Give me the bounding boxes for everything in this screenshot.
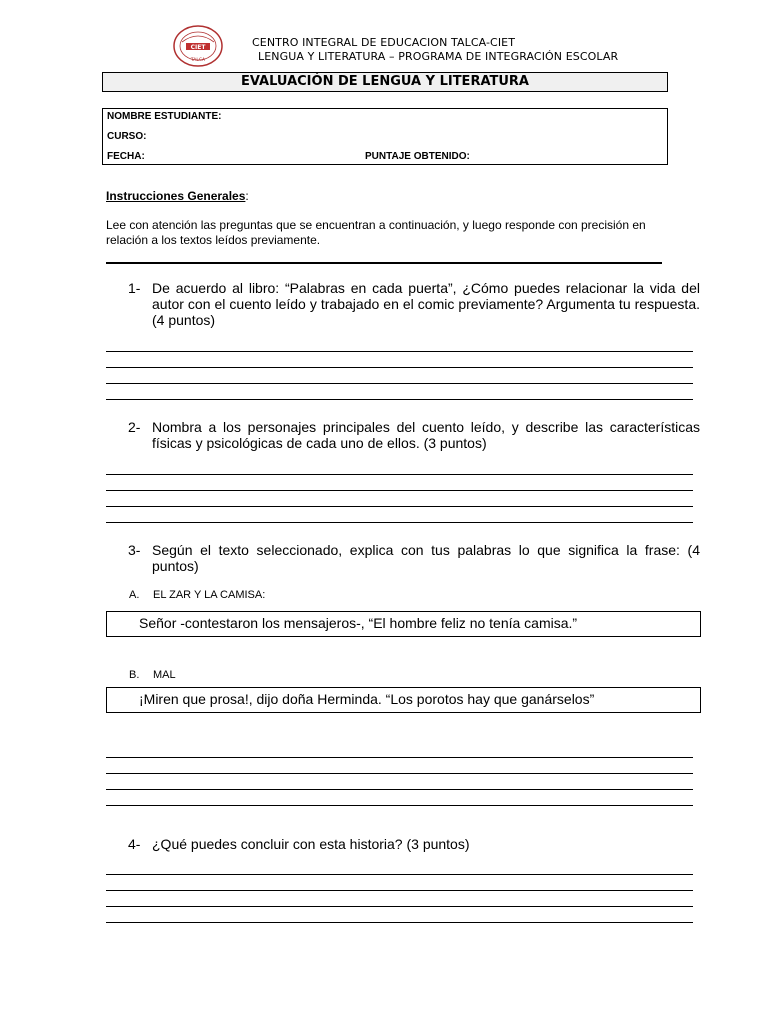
answer-line[interactable]	[106, 522, 693, 523]
answer-line[interactable]	[106, 805, 693, 806]
answer-line[interactable]	[106, 399, 693, 400]
instructions-text: Lee con atención las preguntas que se encuentran a continuación, y luego responde con precisión en relación a los textos leídos previamente.	[106, 218, 646, 247]
answer-line[interactable]	[106, 506, 693, 507]
question-2	[128, 419, 700, 451]
question-text: Según el texto seleccionado, explica con tus palabras lo que significa la frase: (4 puntos)	[152, 542, 700, 574]
quote-box-a: Señor -contestaron los mensajeros-, “El hombre feliz no tenía camisa.”	[106, 611, 701, 637]
answer-line[interactable]	[106, 906, 693, 907]
question-number: 1-	[128, 280, 141, 296]
date-label: FECHA:	[107, 151, 145, 162]
quote-box-b: ¡Miren que prosa!, dijo doña Herminda. “Los porotos hay que ganárselos”	[106, 687, 701, 713]
school-seal-icon	[172, 24, 224, 68]
question-text: De acuerdo al libro: “Palabras en cada puerta”, ¿Cómo puedes relacionar la vida del autor con el cuento leído y trabajado en el comic previamente? Argumenta tu respuesta. (4 puntos)	[152, 280, 700, 328]
answer-line[interactable]	[106, 922, 693, 923]
answer-line[interactable]	[106, 890, 693, 891]
answer-line[interactable]	[106, 383, 693, 384]
question-4	[128, 836, 700, 852]
logo-bottom-text: TALCA	[190, 58, 206, 63]
question-number: 3-	[128, 542, 141, 558]
program-name: LENGUA Y LITERATURA – PROGRAMA DE INTEGRACIÓN ESCOLAR	[258, 50, 619, 63]
question-number: 4-	[128, 836, 141, 852]
question-text: ¿Qué puedes concluir con esta historia? (3 puntos)	[152, 836, 470, 852]
answer-line[interactable]	[106, 351, 693, 352]
answer-line[interactable]	[106, 789, 693, 790]
answer-line[interactable]	[106, 757, 693, 758]
student-name-label: NOMBRE ESTUDIANTE:	[107, 111, 222, 122]
part-b-label: B. MAL	[129, 669, 176, 681]
school-name: CENTRO INTEGRAL DE EDUCACION TALCA-CIET	[252, 36, 516, 49]
answer-line[interactable]	[106, 474, 693, 475]
instructions-heading: Instrucciones Generales:	[106, 189, 249, 203]
question-text: Nombra a los personajes principales del cuento leído, y describe las características físicas y psicológicas de cada uno de ellos. (3 puntos)	[152, 419, 700, 451]
part-a-label: A. EL ZAR Y LA CAMISA:	[129, 589, 266, 601]
course-label: CURSO:	[107, 131, 147, 142]
page-title: EVALUACIÓN DE LENGUA Y LITERATURA	[102, 72, 668, 92]
answer-line[interactable]	[106, 367, 693, 368]
divider	[106, 262, 662, 264]
logo-mid-text: CIET	[190, 44, 206, 51]
answer-line[interactable]	[106, 490, 693, 491]
question-number: 2-	[128, 419, 141, 435]
answer-line[interactable]	[106, 874, 693, 875]
question-1	[128, 280, 700, 328]
answer-line[interactable]	[106, 773, 693, 774]
score-label: PUNTAJE OBTENIDO:	[365, 151, 470, 162]
question-3	[128, 542, 700, 574]
student-info-box	[102, 108, 668, 165]
